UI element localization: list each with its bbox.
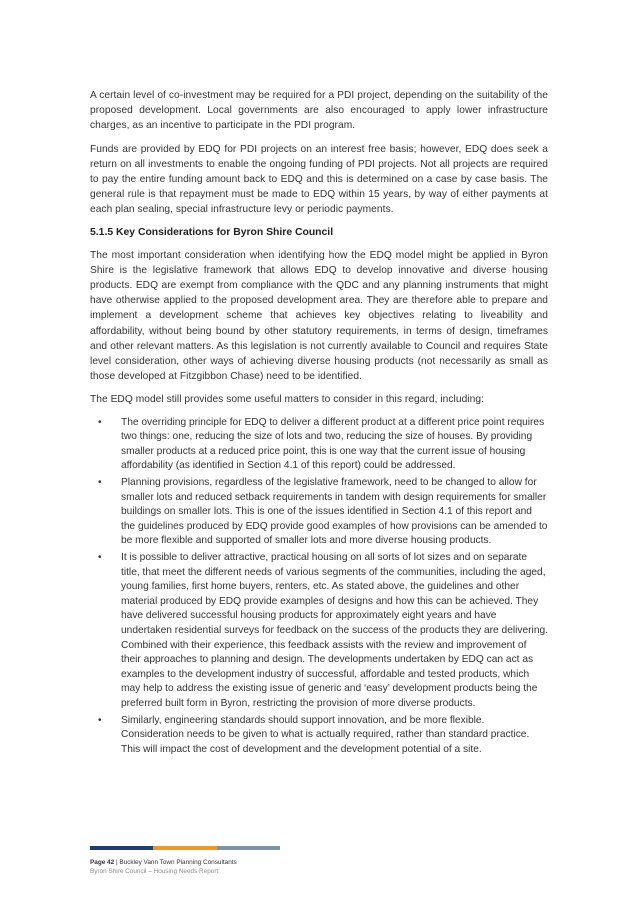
list-item-text: It is possible to deliver attractive, practical housing on all sorts of lot sizes and on separate title, that meet the different needs of various segments of the communities, including the aged, young families, first home buyers, renters, etc. As stated above, the guidelines and other material produced by EDQ provide examples of designs and how this can be achieved. They have delivered successful housing products for approximately eight years and have undertaken residential surveys for feedback on the success of the products they are delivering. Combined with their experience, this feedback assists with the review and improvement of their approaches to planning and design. The developments undertaken by EDQ can act as examples to the development industry of successful, affordable and tested products, which may help to address the existing issue of generic and ‘easy’ development products being the preferred built form in Byron, restricting the provision of more diverse products. — [121, 552, 548, 709]
list-item — [90, 551, 548, 712]
paragraph-edq-model-intro: The EDQ model still provides some useful matters to consider in this regard, including: — [90, 394, 484, 406]
list-item-text: The overriding principle for EDQ to deliver a different product at a different price point requires two things: one, reducing the size of lots and two, reducing the size of houses. By providing smaller products at a reduced price point, this is one way that the current issue of housing affordability (as identified in Section 4.1 of this report) could be addressed. — [121, 416, 545, 472]
page-number: Page 42 — [90, 859, 115, 866]
paragraph-co-investment: A certain level of co-investment may be required for a PDI project, depending on the suitability of the proposed development. Local governments are also encouraged to apply lower infrastructure charges, as an incentive to participate in the PDI program. — [90, 90, 548, 132]
paragraph-key-considerations: The most important consideration when identifying how the EDQ model might be applied in Byron Shire is the legislative framework that allows EDQ to develop innovative and diverse housing products. EDQ are exempt from compliance with the QDC and any planning instruments that might have otherwise applied to the proposed development area. They are therefore able to prepare and implement a development scheme that achieves key objectives relating to liveability and affordability, without being bound by other statutory requirements, in terms of design, timeframes and other relevant matters. As this legislation is not currently available to Council and requires State level consideration, other ways of achieving diverse housing products (not necessarily as small as those developed at Fitzgibbon Chase) need to be identified. — [90, 249, 548, 383]
list-item-text: Planning provisions, regardless of the legislative framework, need to be changed to allow for smaller lots and reduced setback requirements in tandem with design requirements for smaller buildings on smaller lots. This is one of the issues identified in Section 4.1 of this report and the guidelines produced by EDQ provide good examples of how provisions can be amended to be more flexible and supported of smaller lots and more diverse housing products. — [121, 477, 548, 547]
footer-company: Buckley Vann Town Planning Consultants — [119, 859, 237, 866]
consideration-list — [90, 416, 548, 758]
footer-bar-segment-navy — [90, 846, 153, 850]
footer-page-line — [90, 858, 280, 867]
footer-bar-segment-steel — [217, 846, 280, 850]
bullet-icon: • — [98, 416, 102, 428]
footer-report-title: Byron Shire Council – Housing Needs Report — [90, 868, 219, 875]
bullet-icon: • — [98, 714, 102, 726]
section-heading: 5.1.5 Key Considerations for Byron Shire Council — [90, 226, 334, 238]
paragraph-funding: Funds are provided by EDQ for PDI projects on an interest free basis; however, EDQ does seek a return on all investments to enable the ongoing funding of PDI projects. Not all projects are required to pay the entire funding amount back to EDQ and this is determined on a case by case basis. The general rule is that repayment must be made to EDQ within 15 years, by way of either payments at each plan sealing, special infrastructure levy or periodic payments. — [90, 143, 548, 216]
document-body — [90, 88, 548, 759]
footer-bar-segment-orange — [153, 846, 216, 850]
list-item — [90, 714, 548, 758]
list-item-text: Similarly, engineering standards should support innovation, and be more flexible. Consideration needs to be given to what is actually required, rather than standard practice. This will impact the cost of development and the development potential of a site. — [121, 714, 530, 755]
list-item — [90, 476, 548, 549]
page-footer — [90, 846, 280, 876]
list-item — [90, 416, 548, 474]
footer-color-bar — [90, 846, 280, 850]
bullet-icon: • — [98, 477, 102, 489]
bullet-icon: • — [98, 552, 102, 563]
footer-separator: | — [114, 859, 120, 866]
